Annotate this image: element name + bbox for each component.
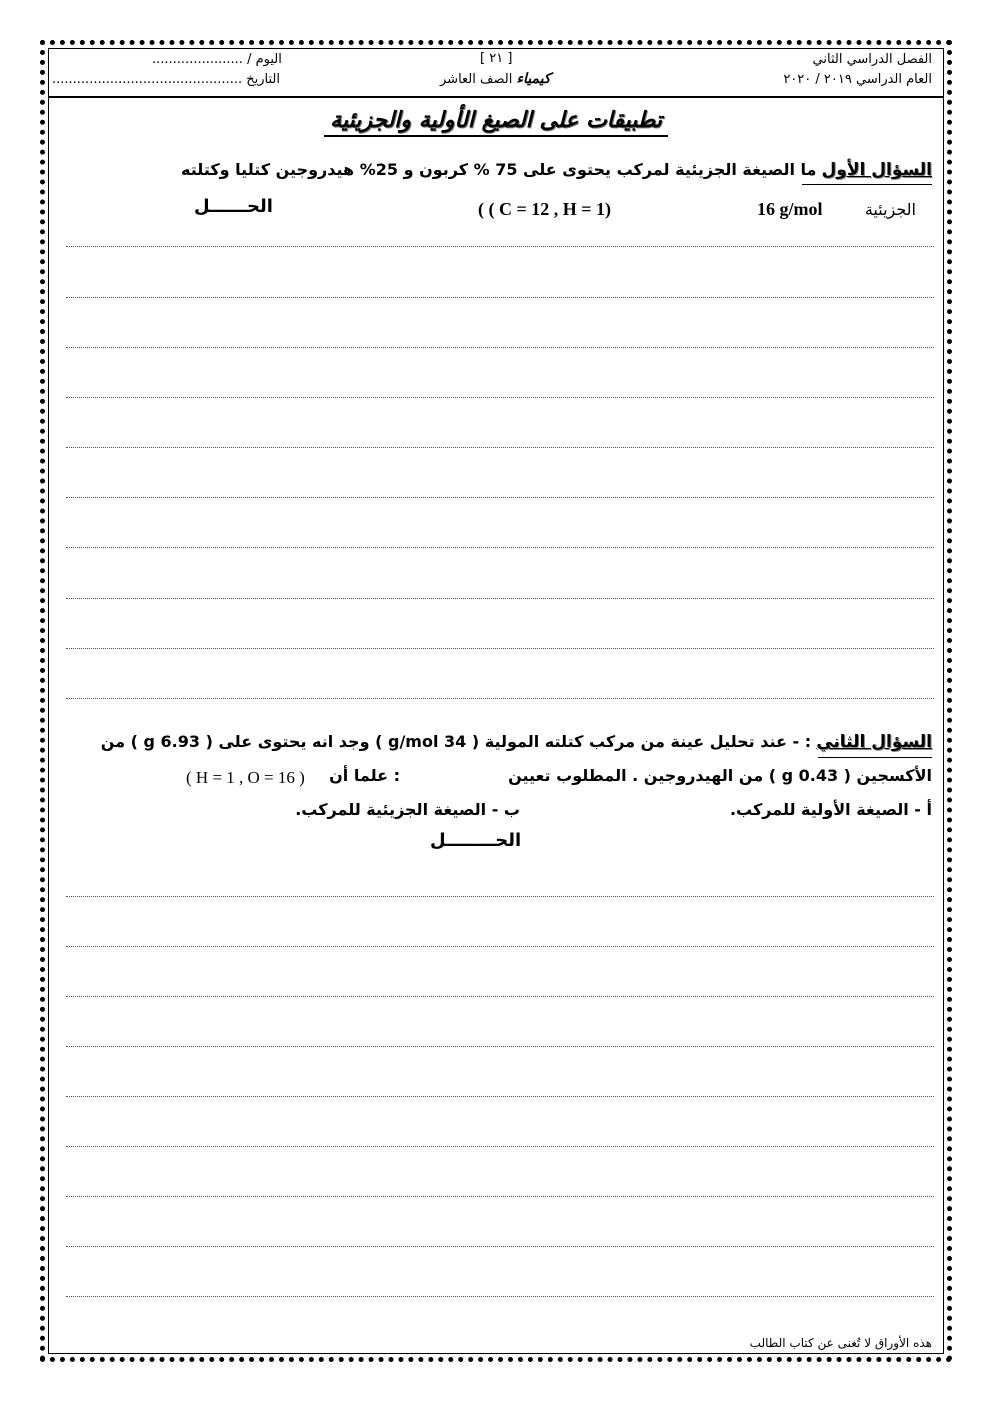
q1-label: السؤال الأول <box>821 160 932 180</box>
subject-name: كيمياء <box>516 71 551 87</box>
answer-line <box>66 1096 934 1097</box>
date-fill: .............................................. <box>52 72 243 87</box>
day-fill: ...................... <box>152 52 243 67</box>
answer-line <box>66 347 934 348</box>
q2-line2: الأكسجين ( 0.43 g ) من الهيدروجين . المطلوب تعيين <box>508 766 932 785</box>
answer-line <box>66 946 934 947</box>
year-value: ٢٠١٩ / ٢٠٢٠ <box>783 72 852 87</box>
q2-label-rule <box>818 757 932 758</box>
answer-line <box>66 1196 934 1197</box>
q2-solution-heading: الحــــــــل <box>430 830 522 851</box>
q2-text: : - عند تحليل عينة من مركب كتلته المولية ( 34 g/mol ) وجد انه يحتوى على ( 6.93 g ) من <box>100 732 812 751</box>
q1-label-rule <box>802 184 932 185</box>
day-label: اليوم / <box>247 52 282 67</box>
page-number: [ ٢١ ] <box>480 51 513 66</box>
date-label: التاريخ <box>246 72 280 87</box>
year-label: العام الدراسي <box>855 72 932 87</box>
q2-given: : علما أن <box>329 766 400 785</box>
answer-line <box>66 598 934 599</box>
page-title: تطبيقات على الصيغ الأولية والجزيئية <box>0 108 992 133</box>
answer-line <box>66 1296 934 1297</box>
day-field <box>152 52 282 67</box>
grade-name: الصف العاشر <box>440 72 513 87</box>
answer-line <box>66 547 934 548</box>
answer-line <box>66 497 934 498</box>
answer-line <box>66 1246 934 1247</box>
answer-line <box>66 648 934 649</box>
answer-line <box>66 1046 934 1047</box>
semester-label: الفصل الدراسي الثاني <box>812 52 932 67</box>
footer-note: هذه الأوراق لا تُغنى عن كتاب الطالب <box>749 1336 932 1350</box>
q2-atomic-masses: ( H = 1 , O = 16 ) <box>186 768 305 787</box>
q1-text: ما الصيغة الجزيئية لمركب يحتوى على 75 % كربون و 25% هيدروجين كتليا وكتلته <box>181 160 817 179</box>
answer-line <box>66 447 934 448</box>
q2-line1 <box>101 732 932 752</box>
answer-line <box>66 1146 934 1147</box>
date-field <box>52 72 280 87</box>
answer-line <box>66 698 934 699</box>
academic-year <box>783 72 932 87</box>
header-rule <box>48 96 944 98</box>
q2-label: السؤال الثاني <box>816 732 932 752</box>
q2-item-a: أ - الصيغة الأولية للمركب. <box>729 800 932 819</box>
q2-item-b: ب - الصيغة الجزيئية للمركب. <box>295 800 520 819</box>
answer-line <box>66 896 934 897</box>
answer-line <box>66 246 934 247</box>
answer-line <box>66 297 934 298</box>
page-border-inner <box>48 48 944 1354</box>
q1-molar-word: الجزيئية <box>864 200 916 219</box>
answer-line <box>66 996 934 997</box>
q1-mass: 16 g/mol <box>757 199 823 219</box>
q1-solution-heading: الحــــــل <box>194 196 273 217</box>
q1-line1 <box>181 160 932 180</box>
q1-atomic-masses: ( ( C = 12 , H = 1) <box>478 199 611 219</box>
subject-grade <box>440 71 551 87</box>
answer-line <box>66 397 934 398</box>
